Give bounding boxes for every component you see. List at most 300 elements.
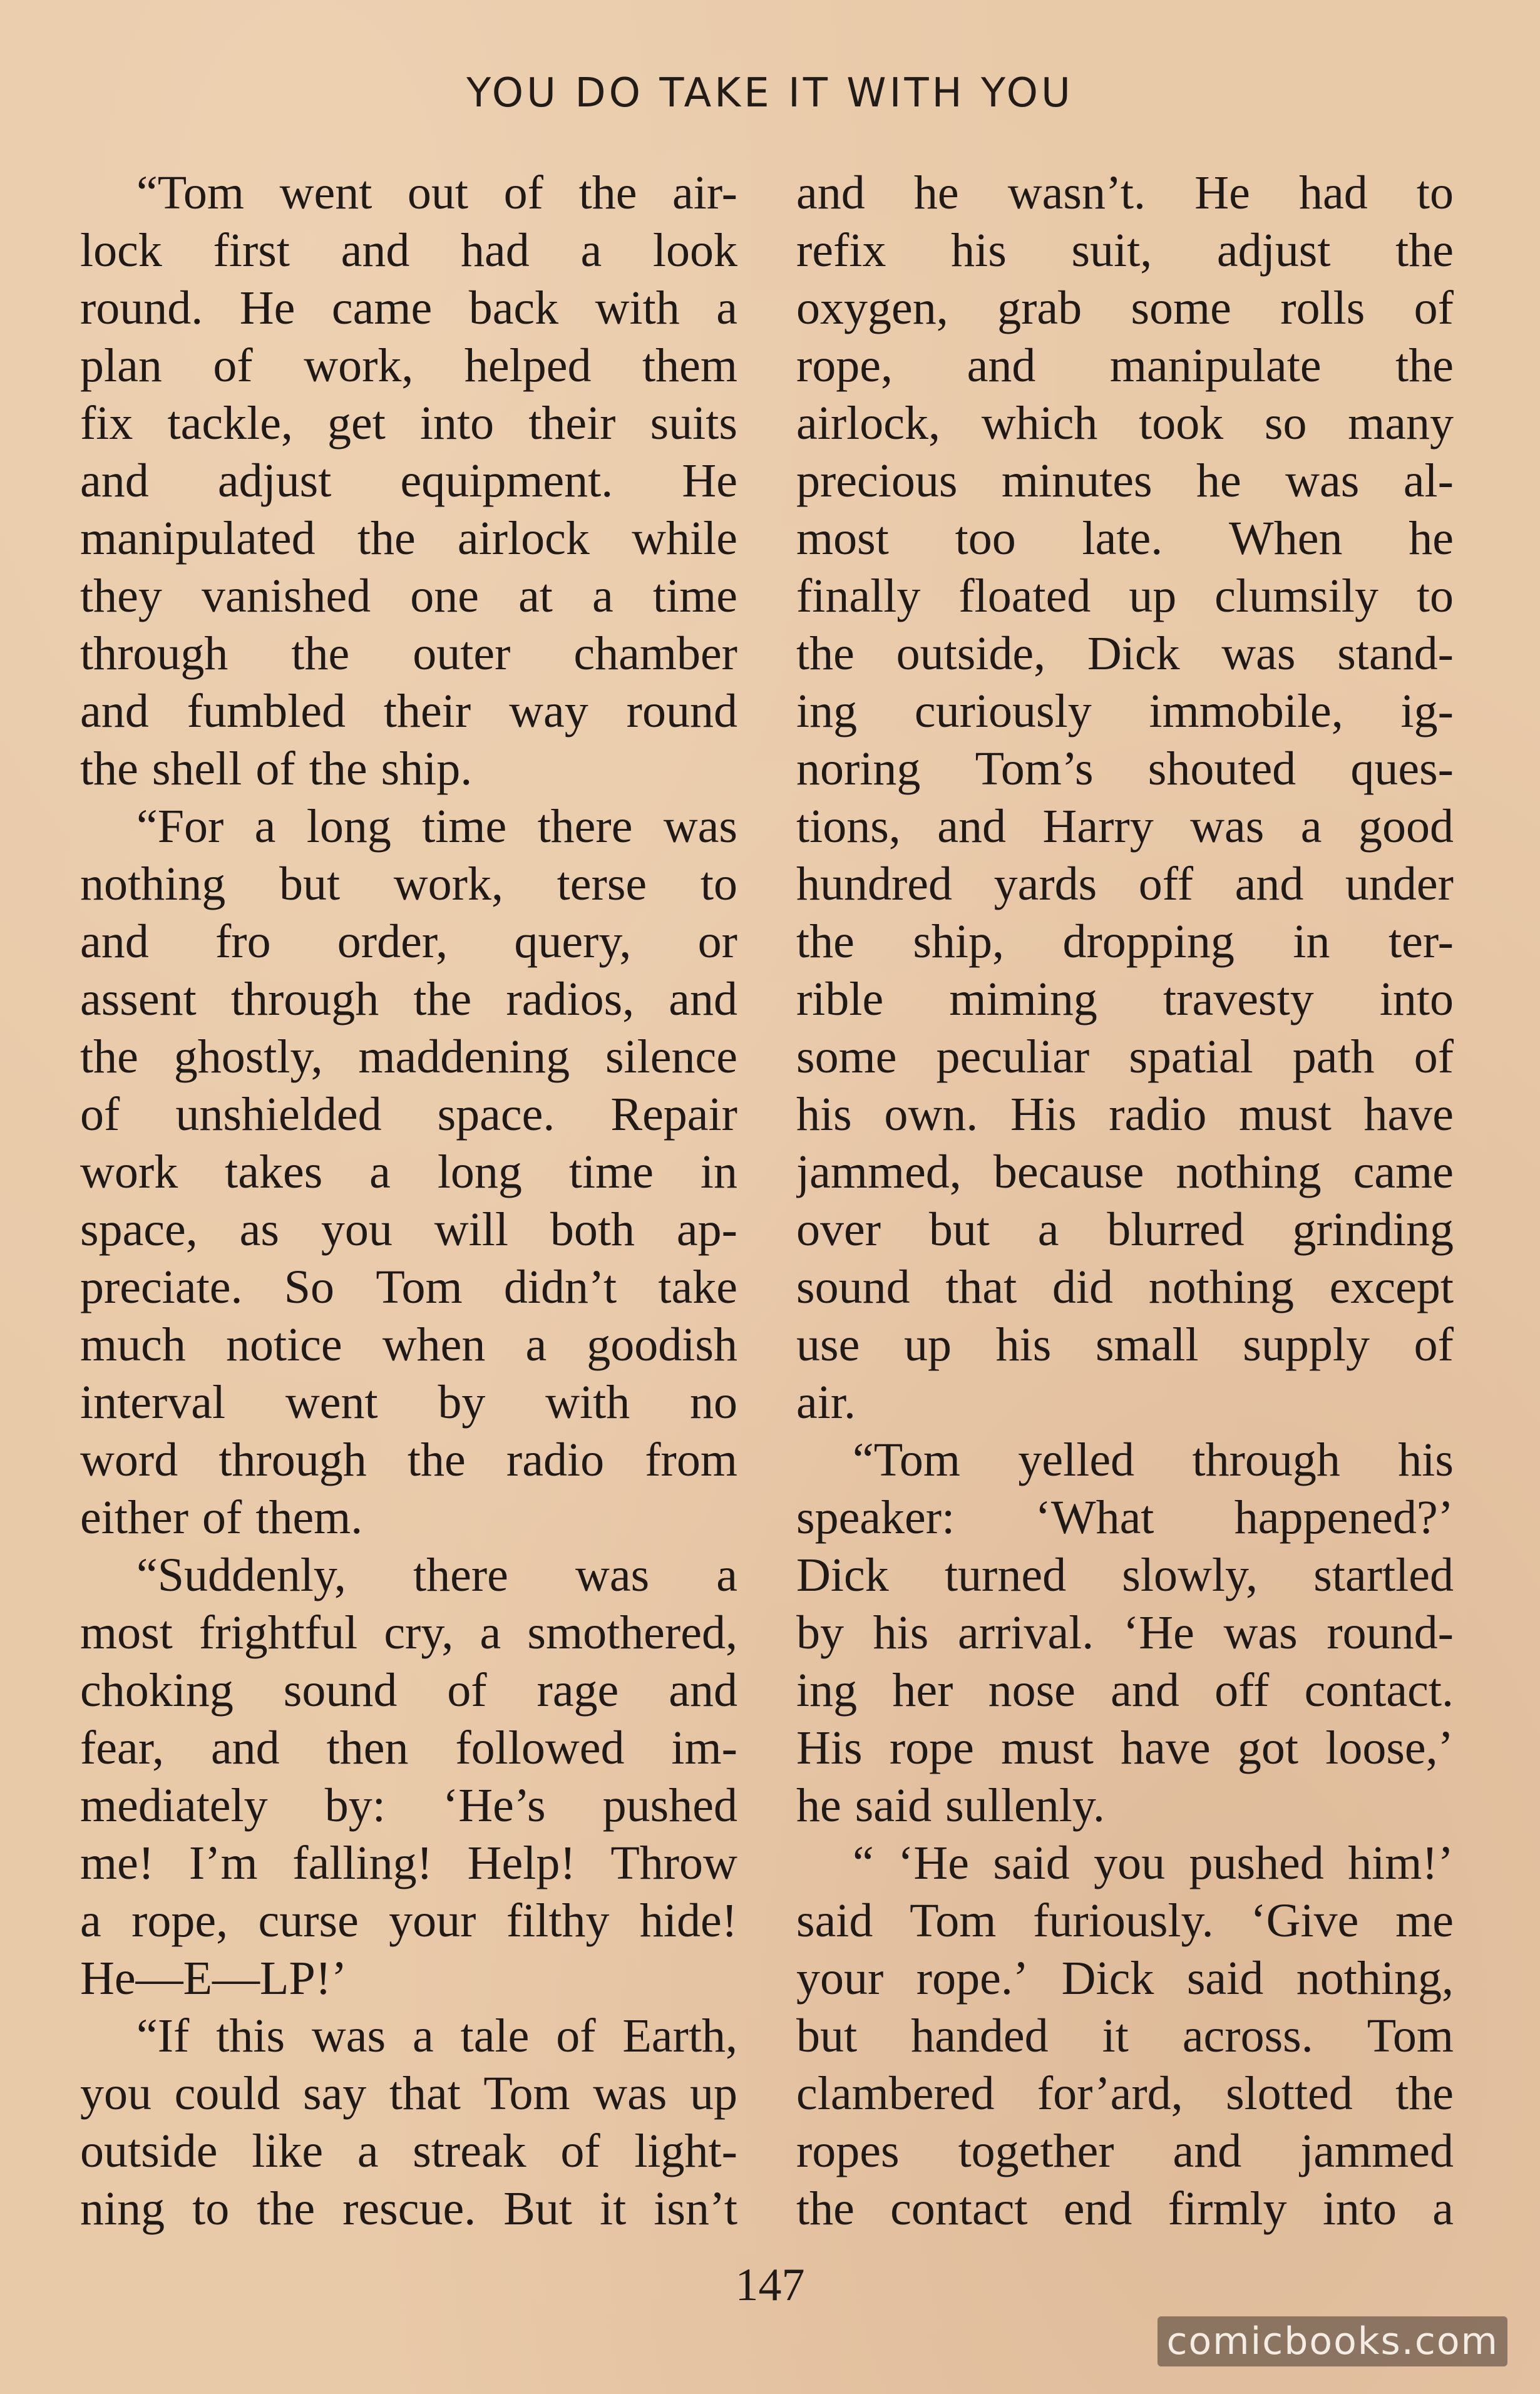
text-line (796, 1489, 1454, 1546)
word: space. (437, 1088, 555, 1141)
word: off (1214, 1664, 1270, 1717)
word: the (796, 915, 855, 968)
word: to (1416, 570, 1454, 622)
word: in (700, 1146, 737, 1198)
word: plan (80, 339, 162, 392)
word: back (468, 282, 559, 334)
word: nose (988, 1664, 1075, 1717)
text-line (80, 970, 737, 1028)
word: him!’ (1348, 1837, 1454, 1889)
word: up (903, 1318, 952, 1371)
word: said (1186, 1952, 1264, 2005)
word: jammed, (796, 1146, 962, 1198)
word: will (434, 1203, 508, 1256)
word: ques- (1350, 742, 1454, 795)
text-line (80, 1777, 737, 1834)
text-line (80, 394, 737, 452)
word: suits (650, 397, 737, 450)
word: when (382, 1318, 486, 1371)
word: the (1395, 2067, 1454, 2120)
word: the (578, 167, 637, 219)
word: of (556, 2010, 596, 2062)
word: outside, (896, 627, 1046, 680)
word: radio (1109, 1088, 1207, 1141)
word: a (413, 2010, 434, 2062)
text-line (796, 164, 1454, 222)
word: noring (796, 742, 921, 795)
text-line (796, 625, 1454, 682)
word: and (341, 224, 410, 277)
word: precious (796, 455, 958, 507)
word: at (518, 570, 553, 622)
word: manipulated (80, 512, 316, 565)
word: the (407, 1434, 466, 1486)
word: because (993, 1146, 1144, 1198)
word: the (796, 2182, 855, 2235)
text-line (80, 2180, 737, 2237)
word: over (796, 1203, 881, 1256)
word: wasn’t. (1007, 167, 1146, 219)
word: He (1194, 167, 1250, 219)
word: there (413, 1549, 508, 1601)
word: ‘He (898, 1837, 970, 1889)
word: isn’t (654, 2182, 737, 2235)
word: take (658, 1261, 737, 1313)
word: and (80, 685, 149, 737)
word: took (1139, 397, 1224, 450)
word: like (252, 2125, 324, 2177)
word: rope.’ (916, 1952, 1029, 2005)
text-line (796, 1143, 1454, 1201)
word: small (1095, 1318, 1199, 1371)
word: lock (80, 224, 162, 277)
text-line (796, 1028, 1454, 1086)
text-line (796, 279, 1454, 337)
word: the (413, 973, 472, 1025)
word: mediately (80, 1779, 268, 1832)
word: fear, (80, 1722, 165, 1774)
word: said (993, 1837, 1070, 1889)
text-line (80, 1143, 737, 1201)
text-line (796, 1834, 1454, 1892)
text-line (80, 625, 737, 682)
word: with (545, 1376, 630, 1429)
word: to (1416, 167, 1454, 219)
word: yelled (1018, 1434, 1135, 1486)
word: frightful (198, 1606, 358, 1659)
word: which (981, 397, 1098, 450)
word: this (216, 2010, 285, 2062)
word: good (1358, 800, 1454, 853)
word: didn’t (503, 1261, 617, 1313)
word: work, (393, 858, 503, 910)
text-column-right (796, 164, 1454, 2237)
word: His (796, 1722, 863, 1774)
word: came (1353, 1146, 1454, 1198)
word: no (689, 1376, 737, 1429)
word: ig- (1400, 685, 1454, 737)
word: speaker: (796, 1491, 955, 1544)
word: minutes (1001, 455, 1152, 507)
word: time (652, 570, 737, 622)
word: nothing (1148, 1261, 1294, 1313)
word: order, (337, 915, 448, 968)
word: that (945, 1261, 1017, 1313)
word: He—E—LP!’ (80, 1952, 347, 2005)
word: finally (796, 570, 921, 622)
text-line (796, 1258, 1454, 1316)
word: vanished (201, 570, 371, 622)
word: ‘He’s (442, 1779, 546, 1832)
word: their (528, 397, 616, 450)
text-line (80, 1201, 737, 1258)
text-line (80, 740, 737, 798)
word: chamber (573, 627, 737, 680)
text-line (80, 1028, 737, 1086)
word: for’ard, (1037, 2067, 1183, 2120)
word: “For (136, 800, 224, 853)
word: while (632, 512, 737, 565)
word: slotted (1226, 2067, 1353, 2120)
word: the (1395, 339, 1454, 392)
word: by (796, 1606, 844, 1659)
word: But (503, 2182, 573, 2235)
word: clambered (796, 2067, 995, 2120)
word: said (855, 1779, 932, 1832)
word: “Tom (853, 1434, 960, 1486)
word: im- (671, 1722, 737, 1774)
word: the (1395, 224, 1454, 277)
word: you (80, 2067, 151, 2120)
word: Earth, (622, 2010, 737, 2062)
word: He (682, 455, 737, 507)
word: When (1228, 512, 1343, 565)
word: their (383, 685, 471, 737)
text-line (80, 2007, 737, 2065)
word: smothered, (527, 1606, 737, 1659)
word: Tom (376, 1261, 463, 1313)
word: both (550, 1203, 635, 1256)
word: Dick (796, 1549, 889, 1601)
word: so (1264, 397, 1307, 450)
word: did (1052, 1261, 1114, 1313)
word: of (560, 2125, 600, 2177)
text-line (796, 1546, 1454, 1604)
word: it (1102, 2010, 1129, 2062)
word: a (254, 800, 276, 853)
word: nothing (80, 858, 226, 910)
word: the (357, 512, 416, 565)
text-line (796, 2122, 1454, 2180)
word: happened?’ (1234, 1491, 1454, 1544)
text-line (80, 913, 737, 970)
word: ning (80, 2182, 165, 2235)
word: together (958, 2125, 1114, 2177)
word: with (595, 282, 680, 334)
word: Tom (910, 1894, 997, 1947)
word: followed (455, 1722, 625, 1774)
word: shouted (1147, 742, 1296, 795)
word: fro (215, 915, 271, 968)
word: his (1398, 1434, 1454, 1486)
word: of (255, 742, 295, 795)
word: had (1298, 167, 1368, 219)
word: use (796, 1318, 860, 1371)
word: yards (993, 858, 1097, 910)
word: some (1131, 282, 1231, 334)
word: his (873, 1606, 929, 1659)
text-line (80, 279, 737, 337)
word: have (1363, 1088, 1454, 1141)
word: had (461, 224, 530, 277)
word: Tom (483, 2067, 570, 2120)
text-line (796, 1719, 1454, 1777)
word: ap- (676, 1203, 737, 1256)
text-line (796, 1950, 1454, 2007)
word: ship. (381, 742, 473, 795)
text-line (796, 394, 1454, 452)
text-line (80, 682, 737, 740)
word: through (80, 627, 228, 680)
word: “ (853, 1837, 874, 1889)
word: your (796, 1952, 884, 2005)
word: firmly (1168, 2182, 1287, 2235)
text-line (796, 1374, 1454, 1431)
word: off (1138, 858, 1194, 910)
word: round (626, 685, 737, 737)
text-line (796, 1777, 1454, 1834)
word: ing (796, 1664, 858, 1717)
word: and (796, 167, 865, 219)
word: outer (413, 627, 511, 680)
word: a (1300, 800, 1322, 853)
text-line (80, 567, 737, 625)
word: her (892, 1664, 953, 1717)
word: of (1414, 1030, 1454, 1083)
word: me! (80, 1837, 155, 1889)
word: floated (958, 570, 1091, 622)
word: turned (944, 1549, 1067, 1601)
word: of (447, 1664, 487, 1717)
word: was (593, 2067, 667, 2120)
word: adjust (217, 455, 332, 507)
word: have (1121, 1722, 1211, 1774)
word: in (1293, 915, 1330, 968)
word: look (652, 224, 737, 277)
text-line (796, 1892, 1454, 1950)
word: Harry (1042, 800, 1154, 853)
word: outside (80, 2125, 218, 2177)
text-line (80, 1374, 737, 1431)
word: a (1037, 1203, 1059, 1256)
word: he (1409, 512, 1454, 565)
word: ghostly, (173, 1030, 323, 1083)
word: a (369, 1146, 391, 1198)
word: ‘He (1122, 1606, 1194, 1659)
word: into (1379, 973, 1454, 1025)
word: a (480, 1606, 501, 1659)
word: rolls (1280, 282, 1365, 334)
word: goodish (587, 1318, 737, 1371)
word: was (1190, 800, 1265, 853)
word: and (1235, 858, 1304, 910)
word: rage (536, 1664, 619, 1717)
word: Throw (610, 1837, 737, 1889)
word: first (213, 224, 290, 277)
word: much (80, 1318, 186, 1371)
word: it (600, 2182, 627, 2235)
word: came (331, 282, 433, 334)
word: air- (672, 167, 737, 219)
word: shell (151, 742, 242, 795)
word: equipment. (400, 455, 613, 507)
word: was (1223, 1606, 1298, 1659)
word: was (1221, 627, 1296, 680)
word: contact (890, 2182, 1028, 2235)
text-line (796, 337, 1454, 394)
word: peculiar (936, 1030, 1090, 1083)
word: of (202, 1491, 242, 1544)
word: the (80, 742, 138, 795)
word: hundred (796, 858, 953, 910)
word: hide! (639, 1894, 737, 1947)
word: startled (1313, 1549, 1454, 1601)
word: except (1329, 1261, 1454, 1313)
text-line (80, 337, 737, 394)
word: streak (413, 2125, 526, 2177)
word: blurred (1107, 1203, 1245, 1256)
word: of (1414, 1318, 1454, 1371)
word: interval (80, 1376, 226, 1429)
word: but (279, 858, 341, 910)
text-line (80, 855, 737, 913)
word: too (955, 512, 1016, 565)
text-line (796, 1201, 1454, 1258)
word: silence (605, 1030, 737, 1083)
word: I’m (188, 1837, 258, 1889)
word: suit, (1071, 224, 1152, 277)
word: his (796, 1088, 852, 1141)
word: but (796, 2010, 858, 2062)
word: either (80, 1491, 189, 1544)
word: radios, (506, 973, 635, 1025)
word: said (796, 1894, 873, 1947)
word: up (689, 2067, 737, 2120)
word: filthy (506, 1894, 610, 1947)
word: preciate. (80, 1261, 243, 1313)
word: and (937, 800, 1006, 853)
text-line (80, 1258, 737, 1316)
text-line (796, 510, 1454, 567)
word: most (796, 512, 889, 565)
word: grab (997, 282, 1082, 334)
word: of (1414, 282, 1454, 334)
word: through (1192, 1434, 1340, 1486)
word: His (1010, 1088, 1077, 1141)
word: went (285, 1376, 378, 1429)
word: went (279, 167, 372, 219)
word: assent (80, 973, 197, 1025)
word: must (1001, 1722, 1094, 1774)
word: work, (304, 339, 414, 392)
word: you (1094, 1837, 1166, 1889)
word: tackle, (167, 397, 293, 450)
word: ship, (913, 915, 1005, 968)
word: end (1063, 2182, 1132, 2235)
word: rible (796, 973, 884, 1025)
word: was (575, 1549, 650, 1601)
word: rope, (131, 1894, 228, 1947)
word: long (306, 800, 391, 853)
word: So (284, 1261, 335, 1313)
word: handed (911, 2010, 1049, 2062)
word: them (642, 339, 737, 392)
text-line (796, 740, 1454, 798)
word: most (80, 1606, 173, 1659)
word: immobile, (1149, 685, 1343, 737)
text-line (796, 2065, 1454, 2122)
text-line (796, 2007, 1454, 2065)
word: he (913, 167, 959, 219)
word: rescue. (342, 2182, 476, 2235)
word: ropes (796, 2125, 900, 2177)
word: al- (1403, 455, 1454, 507)
word: through (218, 1434, 367, 1486)
word: long (437, 1146, 522, 1198)
word: then (326, 1722, 409, 1774)
text-line (796, 855, 1454, 913)
word: through (230, 973, 379, 1025)
word: time (568, 1146, 654, 1198)
text-line (796, 1086, 1454, 1143)
text-line (80, 1604, 737, 1662)
text-line (796, 682, 1454, 740)
word: word (80, 1434, 178, 1486)
word: nothing (1176, 1146, 1322, 1198)
text-line (80, 1662, 737, 1719)
word: round- (1327, 1606, 1454, 1659)
word: the (257, 2182, 316, 2235)
word: and (669, 1664, 737, 1717)
word: own. (884, 1088, 978, 1141)
word: one (410, 570, 479, 622)
word: contact. (1304, 1664, 1454, 1717)
word: miming (949, 973, 1097, 1025)
word: “Tom (136, 167, 244, 219)
word: of (213, 339, 253, 392)
word: oxygen, (796, 282, 948, 334)
text-line (796, 970, 1454, 1028)
word: ing (796, 685, 858, 737)
word: me (1395, 1894, 1454, 1947)
word: and (1111, 1664, 1179, 1717)
text-line (80, 452, 737, 510)
word: late. (1082, 512, 1163, 565)
word: stand- (1337, 627, 1454, 680)
text-line (80, 1086, 737, 1143)
word: query, (514, 915, 632, 968)
word: get (327, 397, 386, 450)
text-line (80, 1316, 737, 1374)
word: curse (258, 1894, 359, 1947)
word: travesty (1163, 973, 1314, 1025)
word: curiously (914, 685, 1092, 737)
word: your (389, 1894, 476, 1947)
page-number: 147 (735, 2259, 805, 2311)
word: grinding (1292, 1203, 1454, 1256)
word: “If (136, 2010, 190, 2062)
word: “Suddenly, (136, 1549, 346, 1601)
